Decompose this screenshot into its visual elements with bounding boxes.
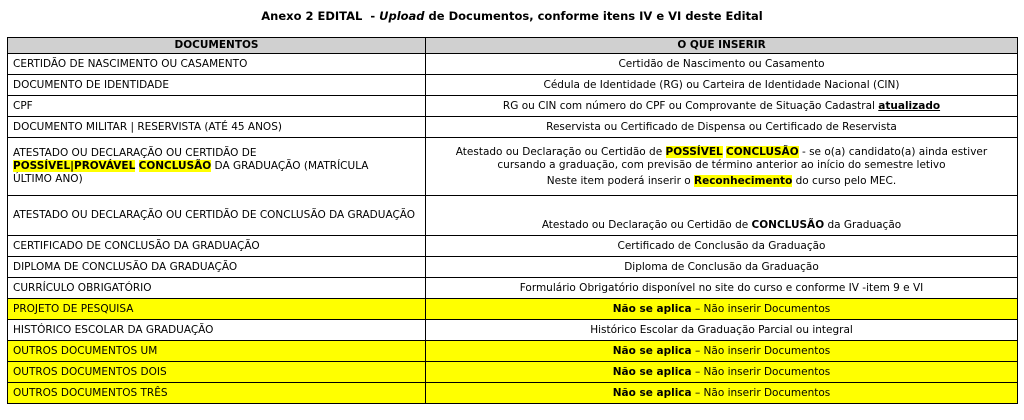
insert-cell: Não se aplica – Não inserir Documentos [426, 362, 1018, 383]
table-row [8, 320, 1018, 341]
insert-cell: Atestado ou Declaração ou Certidão de POSSÍVEL CONCLUSÃO - se o(a) candidato(a) ainda estiver cursando a graduação, com previsão de término anterior ao início do semestre letivo Neste item poderá inserir o Reconhecimento do curso pelo MEC. [426, 138, 1018, 196]
insert-cell: Certidão de Nascimento ou Casamento [426, 54, 1018, 75]
table-row [8, 196, 1018, 236]
doc-cell: CPF [8, 96, 426, 117]
insert-cell: Certificado de Conclusão da Graduação [426, 236, 1018, 257]
highlight-text: POSSÍVEL [13, 160, 71, 172]
doc-cell: OUTROS DOCUMENTOS TRÊS [8, 383, 426, 404]
doc-cell: DOCUMENTO MILITAR | RESERVISTA (ATÉ 45 ANOS) [8, 117, 426, 138]
highlight-text: Reconhecimento [693, 174, 793, 187]
table-row [8, 96, 1018, 117]
insert-cell: RG ou CIN com número do CPF ou Comprovante de Situação Cadastral atualizado [426, 96, 1018, 117]
insert-cell: Diploma de Conclusão da Graduação [426, 257, 1018, 278]
doc-cell: CURRÍCULO OBRIGATÓRIO [8, 278, 426, 299]
header-o-que-inserir: O QUE INSERIR [426, 38, 1018, 54]
table-row [8, 257, 1018, 278]
insert-cell: Atestado ou Declaração ou Certidão de CONCLUSÃO da Graduação [426, 196, 1018, 236]
doc-cell: DIPLOMA DE CONCLUSÃO DA GRADUAÇÃO [8, 257, 426, 278]
insert-cell: Formulário Obrigatório disponível no site do curso e conforme IV -item 9 e VI [426, 278, 1018, 299]
table-row [8, 236, 1018, 257]
doc-cell: OUTROS DOCUMENTOS DOIS [8, 362, 426, 383]
doc-cell: CERTIFICADO DE CONCLUSÃO DA GRADUAÇÃO [8, 236, 426, 257]
doc-cell: ATESTADO OU DECLARAÇÃO OU CERTIDÃO DE CONCLUSÃO DA GRADUAÇÃO [8, 196, 426, 236]
table-row [8, 117, 1018, 138]
table-row [8, 138, 1018, 196]
documents-table [7, 37, 1018, 404]
highlight-text: POSSÍVEL [665, 145, 723, 158]
emphasis-text: atualizado [878, 99, 941, 112]
insert-cell: Cédula de Identidade (RG) ou Carteira de Identidade Nacional (CIN) [426, 75, 1018, 96]
doc-cell: HISTÓRICO ESCOLAR DA GRADUAÇÃO [8, 320, 426, 341]
insert-cell: Não se aplica – Não inserir Documentos [426, 299, 1018, 320]
table-header-row [8, 38, 1018, 54]
table-row-highlighted [8, 299, 1018, 320]
page-title: Anexo 2 EDITAL - Upload de Documentos, conforme itens IV e VI deste Edital [261, 9, 763, 23]
doc-cell: OUTROS DOCUMENTOS UM [8, 341, 426, 362]
highlight-text: CONCLUSÃO [138, 160, 212, 172]
table-row [8, 278, 1018, 299]
table-row [8, 54, 1018, 75]
doc-cell: CERTIDÃO DE NASCIMENTO OU CASAMENTO [8, 54, 426, 75]
header-documentos: DOCUMENTOS [8, 38, 426, 54]
insert-cell: Não se aplica – Não inserir Documentos [426, 383, 1018, 404]
table-row-highlighted [8, 362, 1018, 383]
doc-cell: PROJETO DE PESQUISA [8, 299, 426, 320]
table-row-highlighted [8, 383, 1018, 404]
insert-cell: Reservista ou Certificado de Dispensa ou Certificado de Reservista [426, 117, 1018, 138]
doc-cell: DOCUMENTO DE IDENTIDADE [8, 75, 426, 96]
table-row [8, 75, 1018, 96]
doc-cell: ATESTADO OU DECLARAÇÃO OU CERTIDÃO DE POSSÍVEL|PROVÁVEL CONCLUSÃO DA GRADUAÇÃO (MATRÍCULA ÚLTIMO ANO) [8, 138, 426, 196]
insert-cell: Histórico Escolar da Graduação Parcial ou integral [426, 320, 1018, 341]
insert-cell: Não se aplica – Não inserir Documentos [426, 341, 1018, 362]
highlight-text: PROVÁVEL [74, 160, 136, 172]
highlight-text: CONCLUSÃO [726, 145, 799, 158]
table-row-highlighted [8, 341, 1018, 362]
